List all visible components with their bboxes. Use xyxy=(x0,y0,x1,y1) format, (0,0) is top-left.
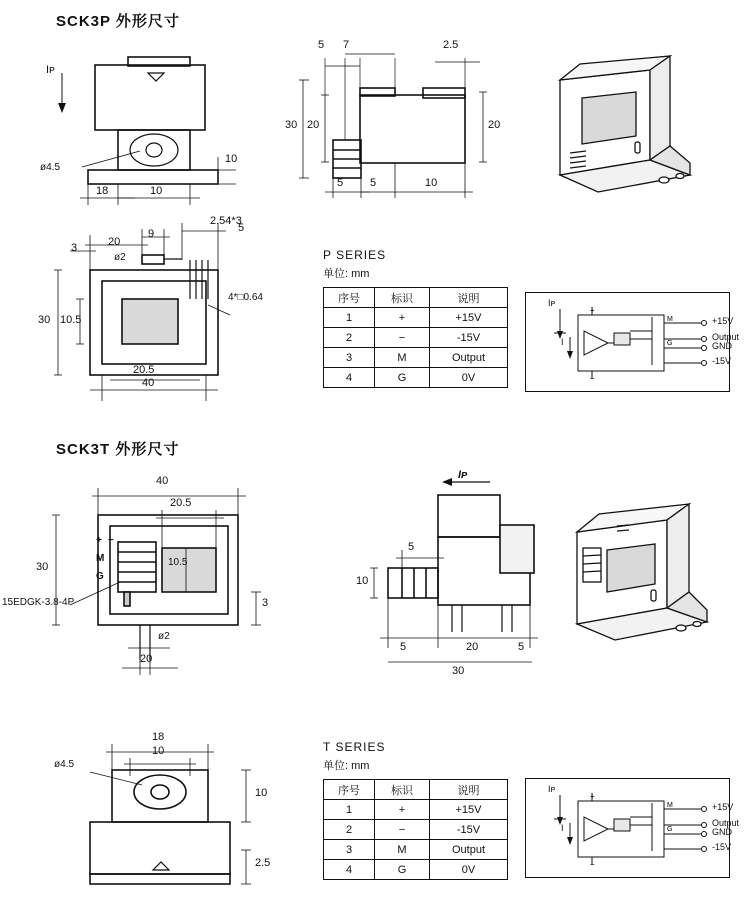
t-r0-c0: 1 xyxy=(324,800,375,820)
table-row xyxy=(324,328,508,348)
t-col-0: 序号 xyxy=(324,780,375,800)
t-r1-c2: -15V xyxy=(430,820,508,840)
table-row xyxy=(324,368,508,388)
t-r0-c2: +15V xyxy=(430,800,508,820)
p-r0-c0: 1 xyxy=(324,308,375,328)
sck3p-side-dim-5: 5 xyxy=(318,39,325,51)
sck3t-side-dim-5: 5 xyxy=(408,541,415,553)
sck3t-bottom-dim-10a: 10 xyxy=(152,745,165,757)
p-r1-c0: 2 xyxy=(324,328,375,348)
table-row xyxy=(324,860,508,880)
sck3p-top-dim-40: 40 xyxy=(142,377,155,389)
sck3t-pin-mark-1: − xyxy=(108,535,114,546)
p-r0-c2: +15V xyxy=(430,308,508,328)
t-r2-c1: M xyxy=(375,840,430,860)
table-header-row xyxy=(324,288,508,308)
t-circuit-diagram xyxy=(525,778,740,878)
p-series-unit: 单位: mm xyxy=(323,268,370,280)
sck3p-side-dim-7: 7 xyxy=(343,39,350,51)
table-row xyxy=(324,800,508,820)
sck3p-side-view xyxy=(285,40,505,210)
p-col-1: 标识 xyxy=(375,288,430,308)
svg-text:G: G xyxy=(667,340,673,347)
sck3t-iso-view xyxy=(555,500,740,660)
p-col-0: 序号 xyxy=(324,288,375,308)
sck3p-front-dim-10: 10 xyxy=(150,185,163,197)
sck3t-front-dim-dia2: ø2 xyxy=(158,631,170,642)
svg-text:+: + xyxy=(590,306,595,315)
table-row xyxy=(324,308,508,328)
section-title-sck3p: SCK3P 外形尺寸 xyxy=(56,13,180,30)
t-series-block xyxy=(323,740,508,880)
p-circuit-ip-label: Iᴘ xyxy=(548,298,556,308)
sck3p-front-dim-right-10: 10 xyxy=(225,153,238,165)
p-r2-c2: Output xyxy=(430,348,508,368)
t-series-unit: 单位: mm xyxy=(323,760,370,772)
p-term-1: Output xyxy=(712,332,740,342)
t-col-2: 说明 xyxy=(430,780,508,800)
t-col-1: 标识 xyxy=(375,780,430,800)
sck3t-front-dim-20: 20 xyxy=(140,653,153,665)
sck3p-top-dim-3: 3 xyxy=(71,242,78,254)
p-r3-c2: 0V xyxy=(430,368,508,388)
t-circuit-i-label: I xyxy=(561,823,564,833)
p-r2-c0: 3 xyxy=(324,348,375,368)
p-series-heading: P SERIES xyxy=(323,248,387,262)
sck3t-pin-mark-0: + xyxy=(96,535,102,546)
sck3t-front-dim-3: 3 xyxy=(262,597,269,609)
sck3t-bottom-hole-label: ø4.5 xyxy=(54,759,75,770)
table-header-row xyxy=(324,780,508,800)
t-r1-c1: − xyxy=(375,820,430,840)
p-term-3: -15V xyxy=(712,356,732,366)
sck3p-side-dim-20b: 20 xyxy=(488,119,501,131)
t-series-table xyxy=(323,779,508,880)
sck3t-bottom-dim-10b: 10 xyxy=(255,787,268,799)
section-title-sck3t: SCK3T 外形尺寸 xyxy=(56,441,180,458)
p-circuit-diagram xyxy=(525,292,740,392)
sck3t-front-dim-30: 30 xyxy=(36,561,49,573)
p-r1-c1: − xyxy=(375,328,430,348)
sck3p-side-dim-5c: 5 xyxy=(370,177,377,189)
p-r1-c2: -15V xyxy=(430,328,508,348)
t-circuit-ip-label: Iᴘ xyxy=(548,784,556,794)
sck3t-bottom-view xyxy=(50,730,300,890)
sck3t-side-dim-5b: 5 xyxy=(400,641,407,653)
sck3t-side-dim-20: 20 xyxy=(466,641,479,653)
sck3t-bottom-dim-25: 2.5 xyxy=(255,857,271,869)
sck3p-top-dim-20: 20 xyxy=(108,236,121,248)
p-series-block xyxy=(323,248,508,388)
sck3t-side-view xyxy=(340,470,555,685)
sck3p-top-dim-30: 30 xyxy=(38,314,51,326)
sck3p-top-view xyxy=(30,215,290,410)
svg-text:G: G xyxy=(667,826,673,833)
sck3t-bottom-dim-18: 18 xyxy=(152,731,165,743)
sck3t-side-dim-10: 10 xyxy=(356,575,369,587)
t-r3-c0: 4 xyxy=(324,860,375,880)
t-series-heading: T SERIES xyxy=(323,740,386,754)
table-row xyxy=(324,348,508,368)
svg-text:−: − xyxy=(590,374,595,383)
sck3p-top-dim-9: 9 xyxy=(148,228,155,240)
svg-text:+: + xyxy=(590,792,595,801)
svg-text:−: − xyxy=(590,860,595,869)
sck3t-pin-mark-3: G xyxy=(96,571,104,582)
p-r0-c1: + xyxy=(375,308,430,328)
sck3p-top-dim-5: 5 xyxy=(238,222,245,234)
sck3t-front-dim-105: 10.5 xyxy=(168,557,188,568)
sck3p-top-dim-254x3: 2.54*3 xyxy=(210,215,242,227)
sck3p-side-dim-5b: 5 xyxy=(337,177,344,189)
t-r2-c0: 3 xyxy=(324,840,375,860)
sck3t-front-dim-205: 20.5 xyxy=(170,497,192,509)
t-term-0: +15V xyxy=(712,802,734,812)
table-row xyxy=(324,820,508,840)
t-r0-c1: + xyxy=(375,800,430,820)
p-series-table xyxy=(323,287,508,388)
sck3p-front-dim-18: 18 xyxy=(96,185,109,197)
sck3p-iso-view xyxy=(540,50,730,210)
p-term-2: GND xyxy=(712,341,732,351)
sck3t-side-dim-5c: 5 xyxy=(518,641,525,653)
t-r2-c2: Output xyxy=(430,840,508,860)
sck3p-side-dim-10: 10 xyxy=(425,177,438,189)
sck3t-side-ip-label: Iᴘ xyxy=(458,469,468,481)
t-term-1: Output xyxy=(712,818,740,828)
t-r3-c2: 0V xyxy=(430,860,508,880)
t-term-3: -15V xyxy=(712,842,732,852)
sck3t-side-dim-30: 30 xyxy=(452,665,465,677)
p-r3-c0: 4 xyxy=(324,368,375,388)
p-term-0: +15V xyxy=(712,316,734,326)
p-col-2: 说明 xyxy=(430,288,508,308)
sck3p-top-dim-105: 10.5 xyxy=(60,314,82,326)
t-r1-c0: 2 xyxy=(324,820,375,840)
t-r3-c1: G xyxy=(375,860,430,880)
svg-text:M: M xyxy=(667,316,673,323)
p-r2-c1: M xyxy=(375,348,430,368)
sck3p-top-pin-note: 4*□0.64 xyxy=(228,292,263,303)
table-row xyxy=(324,840,508,860)
svg-text:M: M xyxy=(667,802,673,809)
sck3p-front-ip-label: Iᴘ xyxy=(46,64,55,76)
sck3t-front-dim-40: 40 xyxy=(156,475,169,487)
sck3p-top-dim-dia2: ø2 xyxy=(114,252,126,263)
sck3p-side-dim-20a: 20 xyxy=(307,119,320,131)
sck3t-pin-mark-2: M xyxy=(96,553,105,564)
sck3t-connector-label: 15EDGK-3.8-4P xyxy=(2,597,75,608)
t-term-2: GND xyxy=(712,827,732,837)
sck3t-front-view xyxy=(2,470,290,685)
sck3p-top-dim-205: 20.5 xyxy=(133,364,155,376)
sck3p-side-dim-30: 30 xyxy=(285,119,298,131)
p-circuit-i-label: I xyxy=(561,337,564,347)
sck3p-front-hole-label: ø4.5 xyxy=(40,162,61,173)
sck3p-side-dim-2p5: 2.5 xyxy=(443,39,459,51)
p-r3-c1: G xyxy=(375,368,430,388)
sck3p-front-view xyxy=(40,45,270,210)
